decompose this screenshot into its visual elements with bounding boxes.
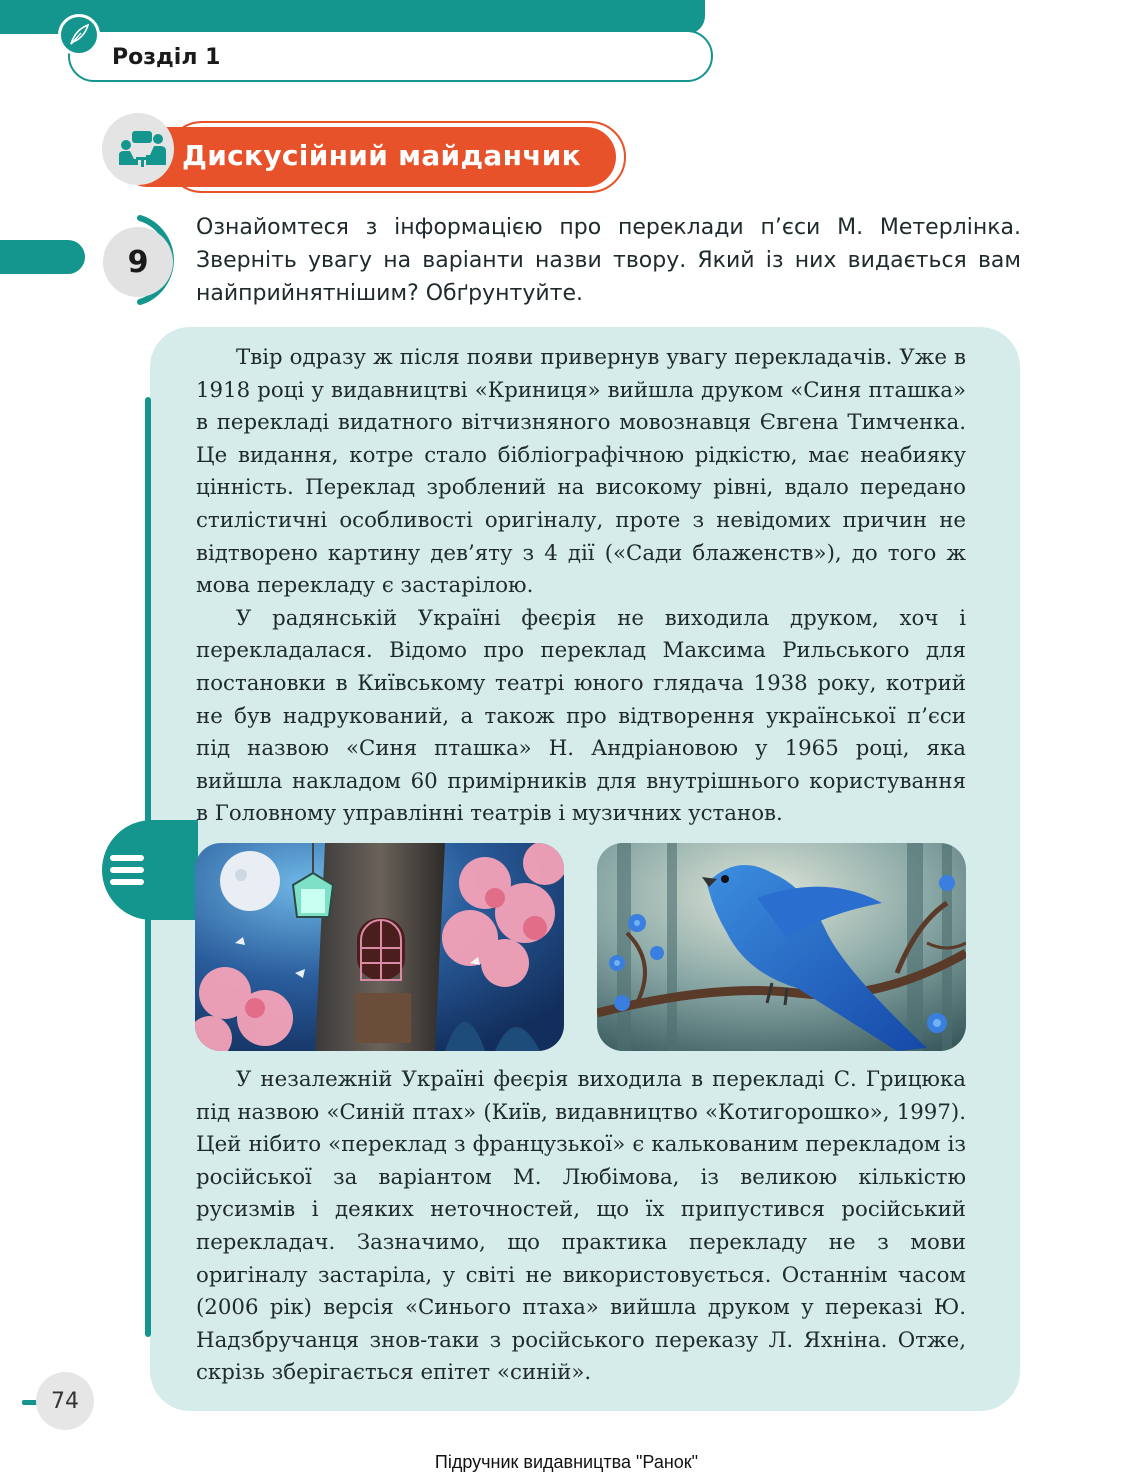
article-paragraph: У радянській Україні феєрія не виходила друком, хоч і перекладалася. Відомо про переклад Максима Рильського для постановки в Київському театрі юного глядача 1938 року, котрий не був надрукований, а також про відтворення української п’єси під назвою «Синя пташка» Н. Андріановою у 1965 році, яка вийшла накладом 60 примірників для внутрішнього користування в Головному управлінні театрів і музичних установ.	[196, 605, 966, 827]
discussion-people-icon	[116, 125, 172, 173]
blue-bird-illustration	[597, 843, 966, 1051]
article-paragraph: Твір одразу ж після появи привернув увагу перекладачів. Уже в 1918 році у видавництві «Криниця» вийшла друком «Синя пташка» в перекладі видатного вітчизняного мовознавця Євгена Тимченка. Це видання, котре стало бібліографічною рідкістю, має неабияку цінність. Переклад зроблений на високому рівні, вдало передано стилістичні особливості оригіналу, проте з невідомих причин не відтворено картину дев’яту з 4 дії («Сади блаженств»), до того ж мова перекладу є застарілою.	[196, 345, 966, 599]
left-margin-tab	[0, 240, 85, 274]
publisher-footer: Підручник видавництва "Ранок"	[434, 1452, 699, 1472]
fairy-forest-illustration	[195, 843, 564, 1051]
text-lines-icon	[110, 838, 154, 902]
feather-logo-icon	[58, 14, 100, 56]
article-text-bottom	[196, 1064, 966, 1390]
article-paragraph: У незалежній Україні феєрія виходила в перекладі С. Грицюка під назвою «Синій птах» (Київ, видавництво «Котигорошко», 1997). Цей нібито «переклад з французької» є калькованим перекладом із російської за варіантом М. Любімова, із великою кількістю русизмів і деяких неточностей, що їх припустився російський перекладач. Зазначимо, що практика перекладу не з мови оригіналу застаріла, у світі не використовується. Останнім часом (2006 рік) версія «Синього птаха» вийшла друком у переказі Ю. Надзбручанця знов-таки з російського переказу Л. Яхніна. Отже, скрізь зберігається епітет «синій».	[196, 1067, 966, 1386]
header-bar	[0, 0, 705, 34]
page-number: 74	[36, 1372, 94, 1430]
banner-title: Дискусійний майданчик	[182, 139, 581, 172]
task-number: 9	[103, 227, 173, 297]
section-label: Розділ 1	[112, 45, 221, 70]
task-instruction: Ознайомтеся з інформацією про переклади п’єси М. Метерлінка. Зверніть увагу на варіанти назви твору. Який із них видається вам найприйнятнішим? Обґрунтуйте.	[196, 215, 1021, 306]
article-text-top	[196, 342, 966, 831]
